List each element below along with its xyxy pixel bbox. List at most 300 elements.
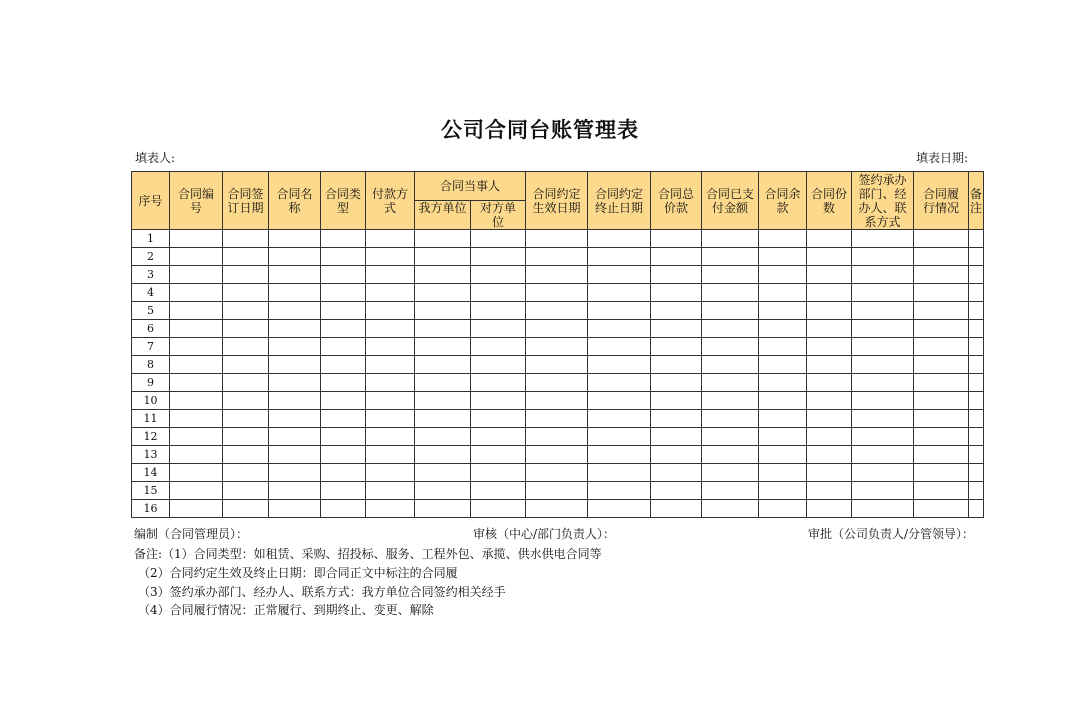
header-seq: 序号 — [132, 172, 170, 230]
row-number: 12 — [132, 428, 170, 446]
table-cell — [914, 482, 969, 500]
table-cell — [588, 338, 651, 356]
table-cell — [807, 284, 852, 302]
table-cell — [415, 284, 471, 302]
row-number: 16 — [132, 500, 170, 518]
table-cell — [969, 500, 984, 518]
table-cell — [366, 338, 415, 356]
table-cell — [852, 500, 914, 518]
header-balance: 合同余 款 — [759, 172, 807, 230]
table-cell — [807, 464, 852, 482]
table-row — [132, 500, 984, 518]
table-cell — [914, 374, 969, 392]
table-cell — [759, 464, 807, 482]
table-cell — [223, 446, 269, 464]
table-cell — [366, 392, 415, 410]
header-copies: 合同份 数 — [807, 172, 852, 230]
table-cell — [170, 266, 223, 284]
table-cell — [269, 356, 321, 374]
table-row — [132, 446, 984, 464]
filler-label: 填表人: — [135, 151, 176, 165]
table-cell — [415, 356, 471, 374]
table-cell — [588, 500, 651, 518]
table-cell — [914, 356, 969, 374]
table-row — [132, 428, 984, 446]
table-cell — [852, 248, 914, 266]
table-cell — [526, 464, 588, 482]
table-cell — [526, 446, 588, 464]
row-number: 8 — [132, 356, 170, 374]
fill-date-label: 填表日期: — [916, 151, 969, 165]
table-cell — [852, 320, 914, 338]
table-cell — [807, 428, 852, 446]
contract-ledger-table — [131, 171, 984, 518]
header-effective-date: 合同约定 生效日期 — [526, 172, 588, 230]
table-row — [132, 482, 984, 500]
table-cell — [321, 338, 366, 356]
table-cell — [415, 464, 471, 482]
table-cell — [269, 392, 321, 410]
table-cell — [759, 410, 807, 428]
table-cell — [223, 248, 269, 266]
table-cell — [415, 446, 471, 464]
table-cell — [702, 464, 759, 482]
table-cell — [807, 392, 852, 410]
table-cell — [702, 410, 759, 428]
header-paid-amount: 合同已支 付金额 — [702, 172, 759, 230]
table-cell — [852, 284, 914, 302]
table-cell — [471, 320, 526, 338]
table-cell — [170, 410, 223, 428]
table-cell — [807, 248, 852, 266]
table-cell — [852, 392, 914, 410]
table-cell — [651, 392, 702, 410]
header-contract-no: 合同编 号 — [170, 172, 223, 230]
table-cell — [415, 248, 471, 266]
footer-approved-by: 审批（公司负责人/分管领导）： — [808, 527, 975, 541]
table-cell — [759, 248, 807, 266]
table-cell — [588, 428, 651, 446]
table-cell — [366, 446, 415, 464]
table-cell — [223, 374, 269, 392]
table-cell — [914, 302, 969, 320]
note-line-4: （4）合同履行情况：正常履行、到期终止、变更、解除 — [138, 603, 434, 617]
table-row — [132, 374, 984, 392]
table-cell — [366, 320, 415, 338]
table-cell — [588, 410, 651, 428]
table-cell — [170, 392, 223, 410]
table-cell — [471, 482, 526, 500]
table-row — [132, 248, 984, 266]
table-cell — [366, 302, 415, 320]
table-cell — [588, 320, 651, 338]
table-cell — [269, 230, 321, 248]
table-cell — [969, 302, 984, 320]
table-cell — [170, 338, 223, 356]
header-payment-method: 付款方 式 — [366, 172, 415, 230]
header-remark: 备注 — [969, 172, 984, 230]
table-cell — [366, 284, 415, 302]
table-cell — [223, 320, 269, 338]
table-row — [132, 338, 984, 356]
table-cell — [321, 266, 366, 284]
table-cell — [914, 410, 969, 428]
table-cell — [702, 392, 759, 410]
table-cell — [269, 446, 321, 464]
table-cell — [170, 464, 223, 482]
table-cell — [269, 482, 321, 500]
row-number: 1 — [132, 230, 170, 248]
table-cell — [269, 428, 321, 446]
table-cell — [807, 302, 852, 320]
table-cell — [366, 374, 415, 392]
table-cell — [415, 302, 471, 320]
table-cell — [702, 230, 759, 248]
table-cell — [702, 446, 759, 464]
table-cell — [366, 230, 415, 248]
table-cell — [471, 284, 526, 302]
note-line-2: （2）合同约定生效及终止日期：即合同正文中标注的合同履 — [138, 566, 458, 580]
table-cell — [269, 374, 321, 392]
table-cell — [759, 482, 807, 500]
table-cell — [366, 482, 415, 500]
header-dept-contact: 签约承办 部门、经 办人、联 系方式 — [852, 172, 914, 230]
table-cell — [471, 338, 526, 356]
table-cell — [702, 320, 759, 338]
table-cell — [321, 230, 366, 248]
table-cell — [588, 356, 651, 374]
table-cell — [969, 248, 984, 266]
header-total-price: 合同总 价款 — [651, 172, 702, 230]
table-cell — [321, 320, 366, 338]
table-cell — [852, 302, 914, 320]
row-number: 13 — [132, 446, 170, 464]
table-cell — [321, 500, 366, 518]
table-cell — [702, 374, 759, 392]
table-cell — [223, 302, 269, 320]
table-cell — [415, 230, 471, 248]
table-row — [132, 284, 984, 302]
table-cell — [702, 248, 759, 266]
row-number: 10 — [132, 392, 170, 410]
table-cell — [471, 446, 526, 464]
table-cell — [807, 446, 852, 464]
table-cell — [415, 338, 471, 356]
table-cell — [415, 374, 471, 392]
table-cell — [969, 428, 984, 446]
table-cell — [588, 302, 651, 320]
table-cell — [914, 446, 969, 464]
row-number: 9 — [132, 374, 170, 392]
table-cell — [415, 266, 471, 284]
note-line-1: 备注:（1）合同类型：如租赁、采购、招投标、服务、工程外包、承揽、供水供电合同等 — [134, 547, 602, 561]
table-cell — [914, 230, 969, 248]
table-cell — [526, 428, 588, 446]
table-cell — [759, 374, 807, 392]
table-row — [132, 464, 984, 482]
footer-reviewed-by: 审核（中心/部门负责人）： — [473, 527, 616, 541]
table-cell — [759, 446, 807, 464]
table-cell — [969, 464, 984, 482]
table-cell — [651, 284, 702, 302]
table-row — [132, 392, 984, 410]
table-cell — [651, 230, 702, 248]
table-cell — [223, 482, 269, 500]
table-cell — [471, 230, 526, 248]
table-cell — [914, 428, 969, 446]
table-cell — [223, 500, 269, 518]
table-cell — [914, 320, 969, 338]
header-termination-date: 合同约定 终止日期 — [588, 172, 651, 230]
table-cell — [759, 302, 807, 320]
table-cell — [759, 428, 807, 446]
row-number: 7 — [132, 338, 170, 356]
table-cell — [366, 500, 415, 518]
table-cell — [807, 320, 852, 338]
table-cell — [526, 500, 588, 518]
table-cell — [914, 464, 969, 482]
table-cell — [321, 428, 366, 446]
table-cell — [651, 410, 702, 428]
table-cell — [807, 230, 852, 248]
row-number: 2 — [132, 248, 170, 266]
table-cell — [588, 464, 651, 482]
table-cell — [651, 266, 702, 284]
table-cell — [170, 356, 223, 374]
table-cell — [807, 374, 852, 392]
table-cell — [223, 266, 269, 284]
table-cell — [526, 320, 588, 338]
table-cell — [969, 374, 984, 392]
header-sign-date: 合同签 订日期 — [223, 172, 269, 230]
table-cell — [852, 338, 914, 356]
table-cell — [852, 464, 914, 482]
table-cell — [269, 500, 321, 518]
table-cell — [807, 410, 852, 428]
table-cell — [415, 482, 471, 500]
table-cell — [651, 356, 702, 374]
table-cell — [269, 266, 321, 284]
table-cell — [415, 500, 471, 518]
table-cell — [471, 428, 526, 446]
table-cell — [852, 374, 914, 392]
table-cell — [415, 428, 471, 446]
table-cell — [223, 338, 269, 356]
table-cell — [471, 500, 526, 518]
table-cell — [526, 410, 588, 428]
header-contract-type: 合同类 型 — [321, 172, 366, 230]
table-cell — [969, 446, 984, 464]
table-cell — [588, 230, 651, 248]
table-cell — [651, 320, 702, 338]
table-cell — [223, 428, 269, 446]
table-cell — [852, 356, 914, 374]
table-cell — [526, 248, 588, 266]
header-parties: 合同当事人 — [415, 172, 526, 201]
table-cell — [366, 356, 415, 374]
table-cell — [702, 338, 759, 356]
table-cell — [759, 266, 807, 284]
table-cell — [969, 338, 984, 356]
table-cell — [269, 410, 321, 428]
table-cell — [321, 464, 366, 482]
table-cell — [969, 266, 984, 284]
table-cell — [321, 410, 366, 428]
table-cell — [170, 284, 223, 302]
table-cell — [269, 320, 321, 338]
table-cell — [526, 338, 588, 356]
table-cell — [914, 248, 969, 266]
footer-prepared-by: 编制（合同管理员）： — [134, 527, 249, 541]
table-cell — [223, 410, 269, 428]
table-row — [132, 266, 984, 284]
table-cell — [223, 284, 269, 302]
table-cell — [914, 284, 969, 302]
table-cell — [471, 410, 526, 428]
table-cell — [170, 428, 223, 446]
table-cell — [588, 446, 651, 464]
table-cell — [702, 500, 759, 518]
table-cell — [759, 356, 807, 374]
table-cell — [759, 500, 807, 518]
table-cell — [969, 392, 984, 410]
table-cell — [321, 446, 366, 464]
note-line-3: （3）签约承办部门、经办人、联系方式：我方单位合同签约相关经手 — [138, 585, 506, 599]
row-number: 15 — [132, 482, 170, 500]
header-performance: 合同履 行情况 — [914, 172, 969, 230]
table-cell — [651, 302, 702, 320]
table-cell — [702, 284, 759, 302]
table-cell — [969, 356, 984, 374]
table-cell — [526, 356, 588, 374]
table-cell — [852, 446, 914, 464]
table-cell — [170, 500, 223, 518]
header-our-unit: 我方单位 — [415, 201, 471, 230]
table-cell — [321, 248, 366, 266]
table-cell — [969, 482, 984, 500]
table-cell — [651, 338, 702, 356]
table-cell — [702, 302, 759, 320]
table-cell — [223, 392, 269, 410]
table-cell — [969, 230, 984, 248]
table-cell — [702, 482, 759, 500]
table-cell — [170, 374, 223, 392]
table-cell — [366, 464, 415, 482]
table-cell — [415, 410, 471, 428]
table-cell — [366, 410, 415, 428]
table-cell — [651, 446, 702, 464]
table-cell — [223, 464, 269, 482]
table-cell — [651, 464, 702, 482]
table-cell — [807, 500, 852, 518]
ledger-body — [132, 230, 984, 518]
table-cell — [170, 320, 223, 338]
header-counterparty: 对方单 位 — [471, 201, 526, 230]
table-cell — [651, 374, 702, 392]
table-cell — [170, 248, 223, 266]
table-cell — [914, 392, 969, 410]
table-cell — [471, 302, 526, 320]
table-cell — [759, 392, 807, 410]
table-cell — [807, 338, 852, 356]
table-cell — [366, 266, 415, 284]
row-number: 11 — [132, 410, 170, 428]
table-cell — [702, 266, 759, 284]
table-cell — [269, 248, 321, 266]
table-cell — [759, 230, 807, 248]
table-cell — [415, 392, 471, 410]
table-cell — [914, 266, 969, 284]
table-cell — [588, 392, 651, 410]
table-cell — [170, 482, 223, 500]
table-cell — [969, 320, 984, 338]
table-cell — [471, 392, 526, 410]
table-cell — [471, 248, 526, 266]
table-cell — [852, 410, 914, 428]
table-cell — [651, 428, 702, 446]
table-cell — [223, 356, 269, 374]
table-cell — [526, 392, 588, 410]
table-row — [132, 410, 984, 428]
table-cell — [702, 428, 759, 446]
table-cell — [321, 284, 366, 302]
table-cell — [807, 482, 852, 500]
table-row — [132, 302, 984, 320]
table-cell — [969, 410, 984, 428]
table-cell — [588, 266, 651, 284]
table-cell — [702, 356, 759, 374]
row-number: 3 — [132, 266, 170, 284]
table-cell — [807, 356, 852, 374]
table-cell — [321, 374, 366, 392]
table-cell — [852, 266, 914, 284]
table-cell — [321, 302, 366, 320]
table-cell — [588, 374, 651, 392]
table-cell — [852, 428, 914, 446]
table-cell — [969, 284, 984, 302]
table-cell — [269, 464, 321, 482]
row-number: 14 — [132, 464, 170, 482]
table-cell — [269, 338, 321, 356]
header-contract-name: 合同名 称 — [269, 172, 321, 230]
table-cell — [526, 230, 588, 248]
table-cell — [651, 500, 702, 518]
table-cell — [852, 230, 914, 248]
table-cell — [415, 320, 471, 338]
table-cell — [170, 446, 223, 464]
table-row — [132, 230, 984, 248]
table-cell — [321, 356, 366, 374]
table-cell — [269, 302, 321, 320]
table-cell — [223, 230, 269, 248]
table-cell — [526, 302, 588, 320]
table-cell — [471, 266, 526, 284]
table-cell — [588, 248, 651, 266]
table-cell — [914, 338, 969, 356]
table-cell — [526, 266, 588, 284]
table-cell — [526, 482, 588, 500]
table-cell — [914, 500, 969, 518]
row-number: 5 — [132, 302, 170, 320]
table-cell — [471, 374, 526, 392]
table-cell — [366, 248, 415, 266]
table-cell — [759, 338, 807, 356]
table-cell — [471, 464, 526, 482]
row-number: 4 — [132, 284, 170, 302]
document-title: 公司合同台账管理表 — [441, 118, 639, 142]
table-row — [132, 356, 984, 374]
table-cell — [170, 230, 223, 248]
